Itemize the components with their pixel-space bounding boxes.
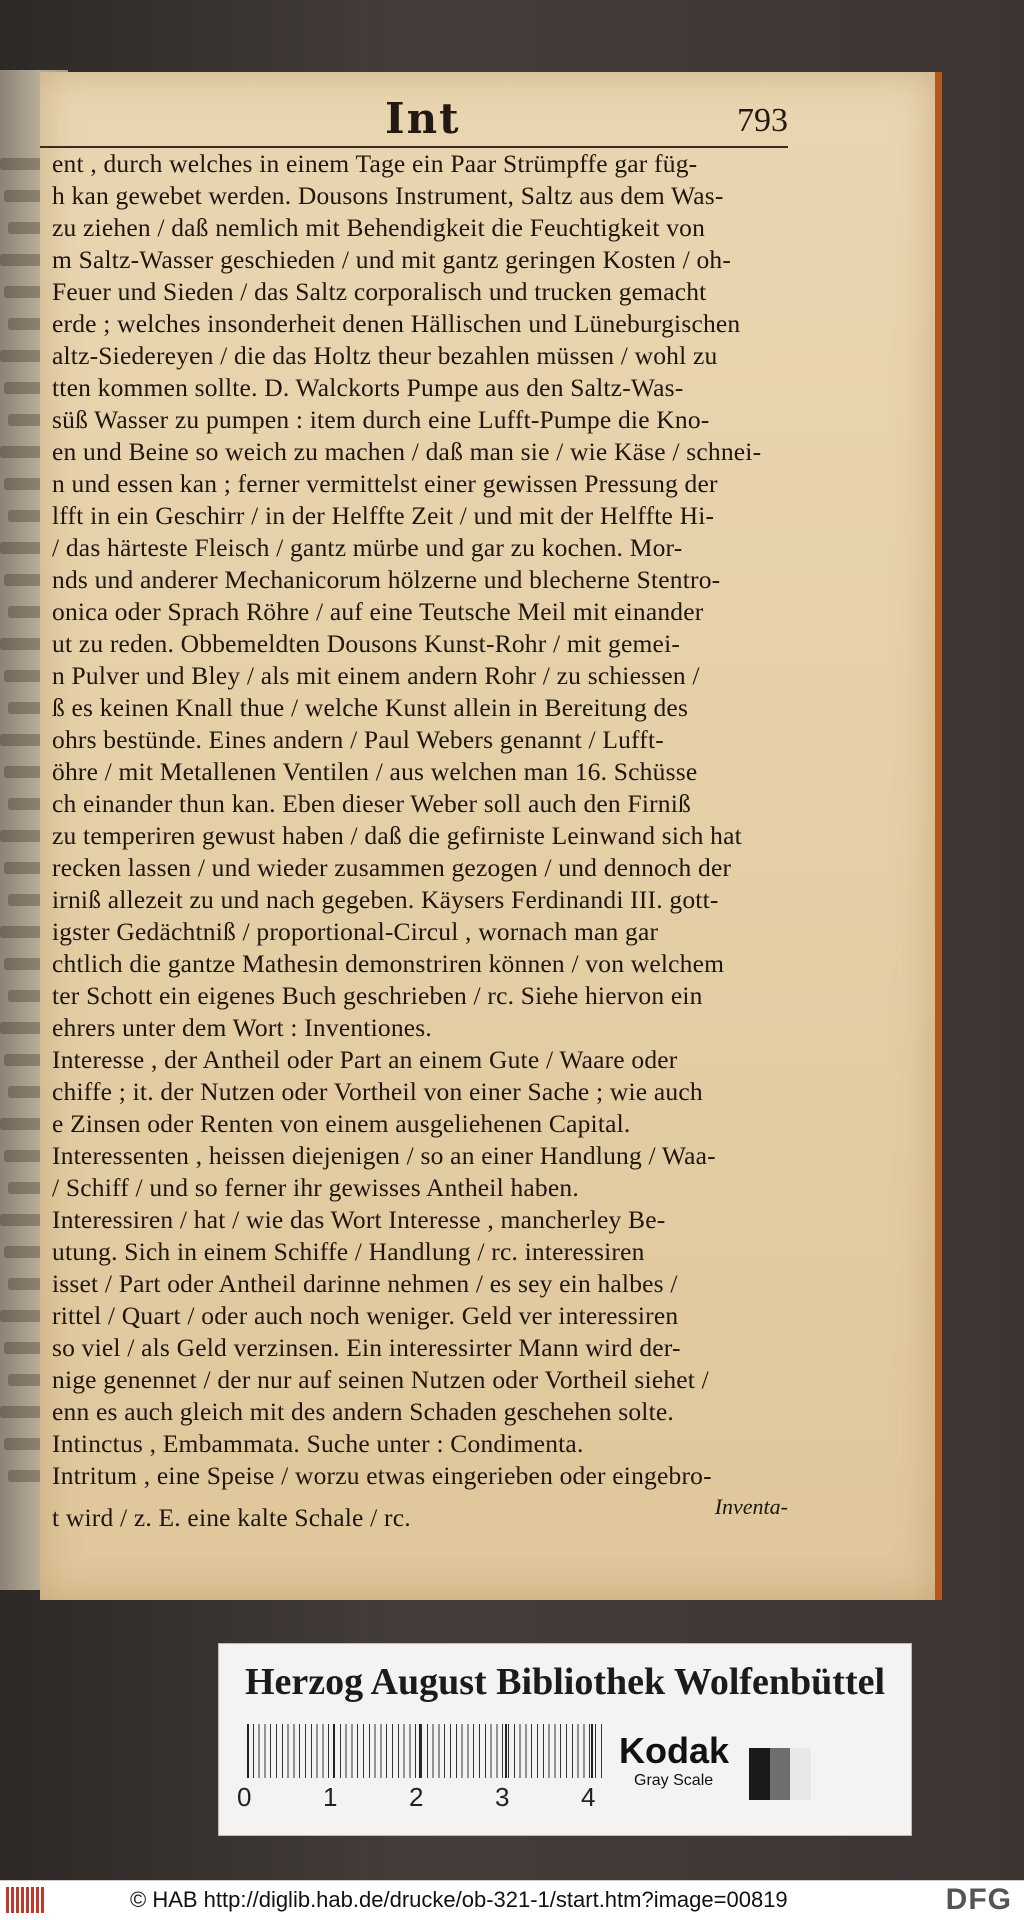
text-line: recken lassen / und wieder zusammen gezogen / und dennoch der (52, 853, 732, 882)
text-line: n und essen kan ; ferner vermittelst einer gewissen Pressung der (52, 469, 718, 498)
text-line: irniß allezeit zu und nach gegeben. Käysers Ferdinandi III. gott- (52, 885, 719, 914)
library-stamp-icon (6, 1887, 46, 1913)
text-line: enn es auch gleich mit des andern Schaden geschehen solte. (52, 1397, 674, 1426)
text-line: süß Wasser zu pumpen : item durch eine Lufft-Pumpe die Kno- (52, 405, 710, 434)
text-line: ß es keinen Knall thue / welche Kunst allein in Bereitung des (52, 693, 689, 722)
text-line: nds und anderer Mechanicorum hölzerne und blecherne Stentro- (52, 565, 721, 594)
ruler-number: 0 (237, 1782, 252, 1812)
text-line: m Saltz-Wasser geschieden / und mit gantz geringen Kosten / oh- (52, 245, 732, 274)
text-line: igster Gedächtniß / proportional-Circul , wornach man gar (52, 917, 659, 946)
text-line: ter Schott ein eigenes Buch geschrieben / rc. Siehe hiervon ein (52, 981, 703, 1010)
head-word: Int (385, 94, 461, 143)
ruler-number: 2 (409, 1782, 424, 1812)
text-line: utung. Sich in einem Schiffe / Handlung / rc. interessiren (52, 1237, 645, 1266)
ruler-number: 3 (495, 1782, 510, 1812)
text-line: Feuer und Sieden / das Saltz corporalisch und trucken gemacht (52, 277, 707, 306)
text-line: zu temperiren gewust haben / daß die gefirniste Leinwand sich hat (52, 821, 742, 850)
ruler-number: 1 (323, 1782, 338, 1812)
kodak-subtitle: Gray Scale (634, 1772, 714, 1789)
text-line: ent , durch welches in einem Tage ein Paar Strümpffe gar füg- (52, 149, 698, 178)
text-line: nige genennet / der nur auf seinen Nutzen oder Vortheil siehet / (52, 1365, 709, 1394)
text-line: en und Beine so weich zu machen / daß man sie / wie Käse / schnei- (52, 437, 762, 466)
text-line: lfft in ein Geschirr / in der Helffte Zeit / und mit der Helffte Hi- (52, 501, 715, 530)
ruler-scale (247, 1724, 603, 1778)
text-line: t wird / z. E. eine kalte Schale / rc. (52, 1503, 411, 1532)
footer-bar (0, 1880, 1024, 1920)
text-line: altz-Siedereyen / die das Holtz theur bezahlen müssen / wohl zu (52, 341, 718, 370)
text-line: öhre / mit Metallenen Ventilen / aus welchen man 16. Schüsse (52, 757, 698, 786)
text-line: / Schiff / und so ferner ihr gewisses Antheil haben. (52, 1173, 579, 1202)
text-line: e Zinsen oder Renten von einem ausgeliehenen Capital. (52, 1109, 631, 1138)
text-line: zu ziehen / daß nemlich mit Behendigkeit die Feuchtigkeit von (52, 213, 706, 242)
dfg-logo: DFG (945, 1883, 1012, 1916)
text-line: erde ; welches insonderheit denen Hällischen und Lüneburgischen (52, 309, 741, 338)
text-line: Intritum , eine Speise / worzu etwas eingerieben oder eingebro- (52, 1461, 712, 1490)
text-line: n Pulver und Bley / als mit einem andern Rohr / zu schiessen / (52, 661, 700, 690)
gray-scale-patch (749, 1748, 811, 1800)
text-line: chiffe ; it. der Nutzen oder Vortheil von einer Sache ; wie auch (52, 1077, 703, 1106)
catchword: Inventa- (714, 1494, 788, 1519)
text-line: isset / Part oder Antheil darinne nehmen / es sey ein halbes / (52, 1269, 678, 1298)
text-line: ch einander thun kan. Eben dieser Weber soll auch den Firniß (52, 789, 691, 818)
copyright-link[interactable]: © HAB http://diglib.hab.de/drucke/ob-321-1/start.htm?image=00819 (130, 1887, 788, 1912)
page-text (52, 148, 788, 1534)
text-line: ohrs bestünde. Eines andern / Paul Webers genannt / Lufft- (52, 725, 664, 754)
text-line: / das härteste Fleisch / gantz mürbe und gar zu kochen. Mor- (52, 533, 683, 562)
library-label-card (218, 1643, 912, 1836)
text-line: ehrers unter dem Wort : Inventiones. (52, 1013, 432, 1042)
text-line: ut zu reden. Obbemeldten Dousons Kunst-Rohr / mit gemei- (52, 629, 681, 658)
text-line: chtlich die gantze Mathesin demonstriren können / von welchem (52, 949, 725, 978)
text-line: Intinctus , Embammata. Suche unter : Condimenta. (52, 1429, 584, 1458)
library-name: Herzog August Bibliothek Wolfenbüttel (244, 1661, 886, 1703)
text-line: Interessiren / hat / wie das Wort Interesse , mancherley Be- (52, 1205, 666, 1234)
text-line: rittel / Quart / oder auch noch weniger. Geld ver interessiren (52, 1301, 679, 1330)
kodak-logo: Kodak (619, 1730, 730, 1771)
text-line: onica oder Sprach Röhre / auf eine Teutsche Meil mit einander (52, 597, 704, 626)
text-line: so viel / als Geld verzinsen. Ein interessirter Mann wird der- (52, 1333, 681, 1362)
text-line: Interessenten , heissen diejenigen / so an einer Handlung / Waa- (52, 1141, 716, 1170)
ruler-number: 4 (581, 1782, 596, 1812)
text-line: h kan gewebet werden. Dousons Instrument, Saltz aus dem Was- (52, 181, 724, 210)
text-line: Interesse , der Antheil oder Part an einem Gute / Waare oder (52, 1045, 678, 1074)
running-head (40, 94, 788, 148)
text-line: tten kommen sollte. D. Walckorts Pumpe aus den Saltz-Was- (52, 373, 684, 402)
page-number: 793 (737, 102, 788, 139)
